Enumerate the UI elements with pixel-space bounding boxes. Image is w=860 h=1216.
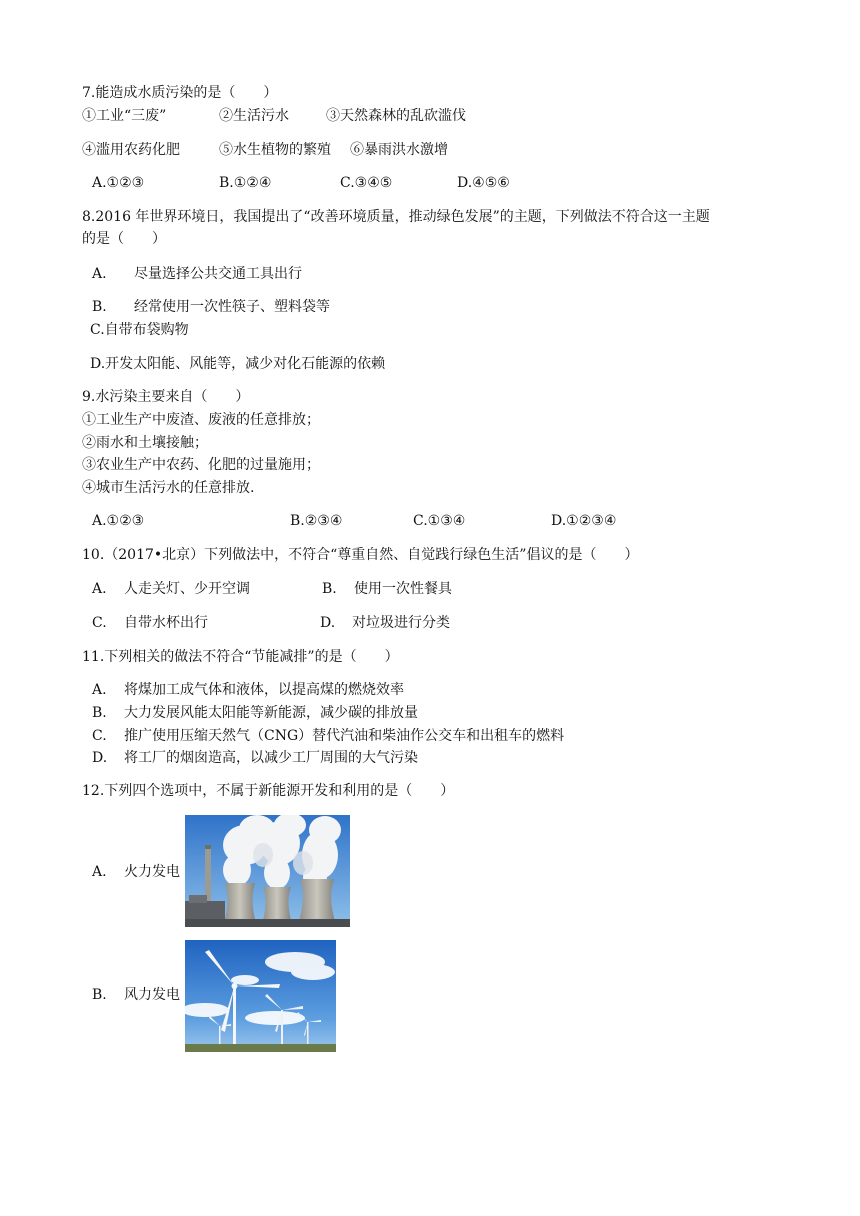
q11-option-d-text: 将工厂的烟囱造高，以减少工厂周围的大气污染: [124, 750, 418, 766]
q10-option-c-letter: C.: [92, 615, 107, 631]
q9-stem: 9.水污染主要来自（ ）: [82, 389, 250, 405]
q9-option-b: B.②③④: [290, 513, 343, 529]
q7-option-a: A.①②③: [92, 175, 145, 191]
q7-item-3: ③天然森林的乱砍滥伐: [326, 108, 466, 124]
q9-item-1: ①工业生产中废渣、废液的任意排放；: [82, 412, 320, 428]
q8-option-b-text: 经常使用一次性筷子、塑料袋等: [134, 299, 330, 315]
q11-option-b-text: 大力发展风能太阳能等新能源，减少碳的排放量: [124, 705, 418, 721]
q9-item-2: ②雨水和土壤接触；: [82, 435, 208, 451]
q11-option-d-letter: D.: [92, 750, 108, 766]
q7-item-5: ⑤水生植物的繁殖: [219, 142, 331, 158]
q11-stem: 11.下列相关的做法不符合“节能减排”的是（ ）: [82, 649, 399, 665]
q9-item-3: ③农业生产中农药、化肥的过量施用；: [82, 457, 320, 473]
q8-option-a-letter: A.: [92, 266, 107, 282]
q12-option-b-letter: B.: [92, 987, 107, 1003]
q7-stem: 7.能造成水质污染的是（ ）: [82, 85, 278, 101]
q10-option-a-text: 人走关灯、少开空调: [124, 581, 250, 597]
q8-option-a-text: 尽量选择公共交通工具出行: [134, 266, 302, 282]
cooling-towers-photo: [185, 815, 350, 927]
q11-option-a-letter: A.: [92, 682, 107, 698]
q7-item-1: ①工业“三废”: [82, 108, 167, 124]
q11-option-b-letter: B.: [92, 705, 107, 721]
q7-item-4: ④滥用农药化肥: [82, 142, 180, 158]
q7-item-6: ⑥暴雨洪水激增: [350, 142, 448, 158]
q10-option-d-text: 对垃圾进行分类: [352, 615, 450, 631]
wind-turbines-photo: [185, 940, 336, 1052]
q8-option-b-letter: B.: [92, 299, 107, 315]
q10-option-b-text: 使用一次性餐具: [354, 581, 452, 597]
q8-option-c: C.自带布袋购物: [90, 322, 189, 338]
q12-option-a-letter: A.: [92, 864, 107, 880]
q8-stem: 8.2016 年世界环境日，我国提出了“改善环境质量，推动绿色发展”的主题，下列做法不符合这一主题: [82, 209, 710, 225]
q11-option-a-text: 将煤加工成气体和液体，以提高煤的燃烧效率: [124, 682, 404, 698]
q9-option-c: C.①③④: [413, 513, 466, 529]
q8-stem-cont: 的是（ ）: [82, 231, 166, 247]
q9-option-a: A.①②③: [92, 513, 145, 529]
q9-option-d: D.①②③④: [551, 513, 617, 529]
q7-item-2: ②生活污水: [219, 108, 289, 124]
q10-stem: 10.（2017•北京）下列做法中，不符合“尊重自然、自觉践行绿色生活”倡议的是（ ）: [82, 547, 639, 563]
q10-option-c-text: 自带水杯出行: [124, 615, 208, 631]
q10-option-d-letter: D.: [320, 615, 336, 631]
q9-item-4: ④城市生活污水的任意排放.: [82, 480, 255, 496]
q11-option-c-letter: C.: [92, 728, 107, 744]
q12-option-b-text: 风力发电: [124, 987, 180, 1003]
q12-stem: 12.下列四个选项中，不属于新能源开发和利用的是（ ）: [82, 783, 455, 799]
q12-option-a-text: 火力发电: [124, 864, 180, 880]
q10-option-a-letter: A.: [92, 581, 107, 597]
q10-option-b-letter: B.: [322, 581, 337, 597]
q7-option-d: D.④⑤⑥: [457, 175, 510, 191]
q11-option-c-text: 推广使用压缩天然气（CNG）替代汽油和柴油作公交车和出租车的燃料: [124, 728, 565, 744]
q7-option-c: C.③④⑤: [340, 175, 393, 191]
q8-option-d: D.开发太阳能、风能等，减少对化石能源的依赖: [90, 356, 386, 372]
q7-option-b: B.①②④: [219, 175, 272, 191]
